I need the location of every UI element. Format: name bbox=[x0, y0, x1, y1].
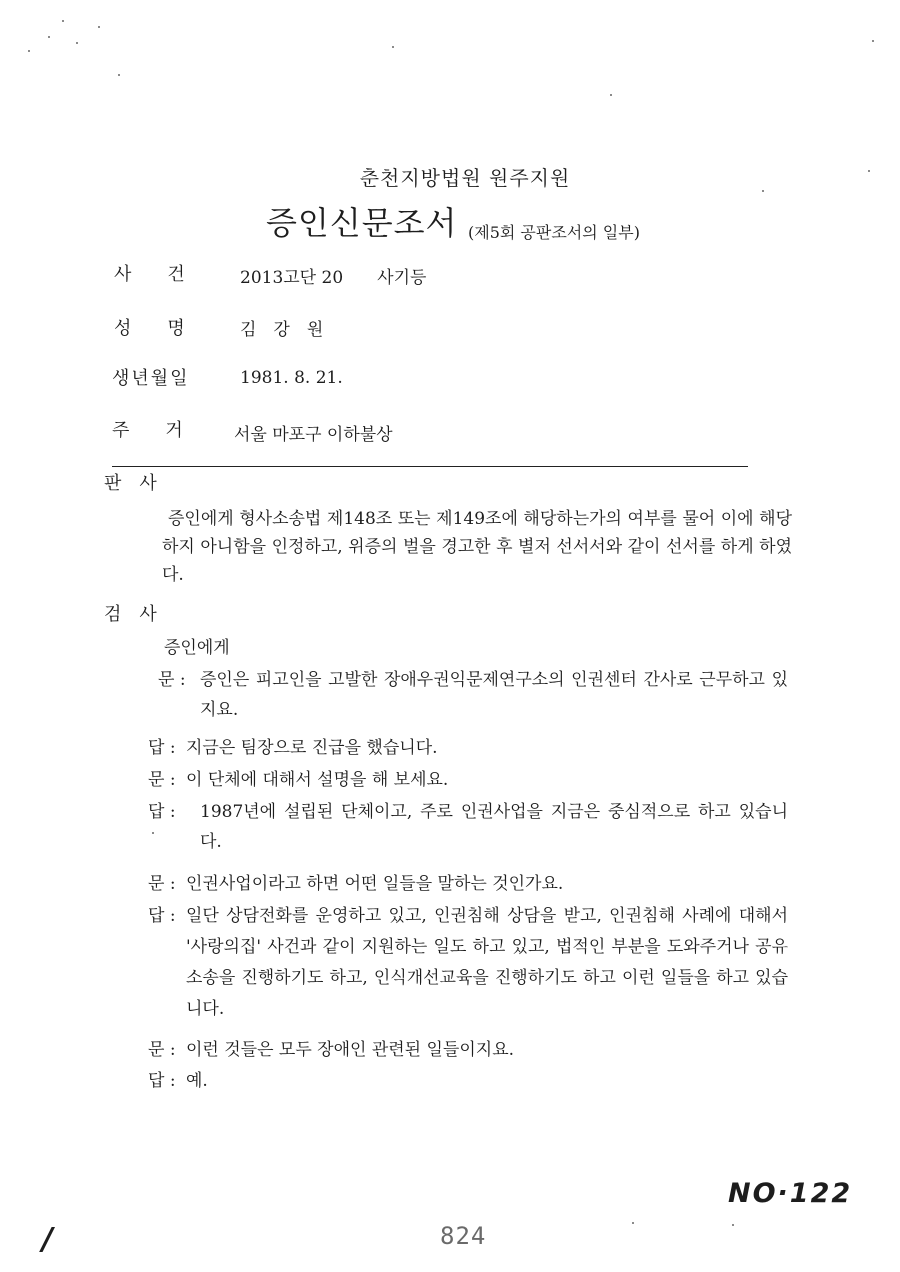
page-number: 824 bbox=[440, 1222, 487, 1250]
qa-marker: 문 : bbox=[148, 1040, 176, 1060]
qa-item bbox=[148, 665, 788, 725]
qa-item bbox=[148, 765, 788, 795]
address-label: 주 거 bbox=[112, 420, 183, 441]
qa-item bbox=[148, 869, 788, 899]
case-value: 2013고단 20 사기등 bbox=[240, 268, 427, 288]
qa-marker: 문 : bbox=[148, 770, 176, 790]
qa-text: 증인은 피고인을 고발한 장애우권익문제연구소의 인권센터 간사로 근무하고 있지요. bbox=[200, 670, 788, 720]
court-name: 춘천지방법원 원주지원 bbox=[359, 166, 571, 190]
handwritten-number: NO·122 bbox=[728, 1178, 853, 1209]
birthdate-label: 생년월일 bbox=[112, 368, 190, 389]
name-label: 성 명 bbox=[114, 318, 185, 339]
qa-item bbox=[148, 1035, 788, 1065]
qa-text: 이런 것들은 모두 장애인 관련된 일들이지요. bbox=[186, 1040, 515, 1060]
qa-text: 일단 상담전화를 운영하고 있고, 인권침해 상담을 받고, 인권침해 사례에 대해서 '사랑의집' 사건과 같이 지원하는 일도 하고 있고, 법적인 부분을 도와주거나 공유소송을 진행하기도 하고, 인식개선교육을 진행하기도 하고 이런 일들을 하고 있습니다. bbox=[186, 906, 788, 1019]
qa-marker: 문 : bbox=[158, 670, 186, 690]
qa-item bbox=[148, 797, 788, 857]
judge-text: 증인에게 형사소송법 제148조 또는 제149조에 해당하는가의 여부를 물어 이에 해당하지 아니함을 인정하고, 위증의 벌을 경고한 후 별저 선서서와 같이 선서를 하게 하였다. bbox=[162, 509, 792, 585]
document-title: 증인신문조서 bbox=[266, 204, 458, 242]
qa-text: 인권사업이라고 하면 어떤 일들을 말하는 것인가요. bbox=[186, 874, 564, 894]
margin-mark: / bbox=[42, 1222, 53, 1257]
qa-marker: 답 : bbox=[148, 802, 176, 822]
qa-marker: 답 : bbox=[148, 738, 176, 758]
address-value: 서울 마포구 이하불상 bbox=[234, 425, 393, 445]
judge-heading: 판 사 bbox=[104, 473, 157, 494]
qa-item bbox=[148, 733, 788, 763]
qa-marker: 답 : bbox=[148, 1071, 176, 1091]
case-label: 사 건 bbox=[114, 264, 185, 285]
qa-text: 지금은 팀장으로 진급을 했습니다. bbox=[186, 738, 438, 758]
qa-item bbox=[148, 1066, 788, 1096]
name-value: 김 강 원 bbox=[240, 320, 324, 340]
qa-text: 이 단체에 대해서 설명을 해 보세요. bbox=[186, 770, 449, 790]
qa-item bbox=[148, 901, 788, 1025]
prosecutor-heading: 검 사 bbox=[104, 604, 157, 625]
divider-line bbox=[112, 466, 748, 467]
qa-marker: 문 : bbox=[148, 874, 176, 894]
birthdate-value: 1981. 8. 21. bbox=[240, 368, 343, 388]
prosecutor-to: 증인에게 bbox=[164, 638, 230, 658]
document-subtitle: (제5회 공판조서의 일부) bbox=[468, 223, 640, 242]
qa-text: 1987년에 설립된 단체이고, 주로 인권사업을 지금은 중심적으로 하고 있습니다. bbox=[200, 802, 788, 852]
qa-text: 예. bbox=[186, 1071, 208, 1091]
qa-marker: 답 : bbox=[148, 906, 176, 926]
